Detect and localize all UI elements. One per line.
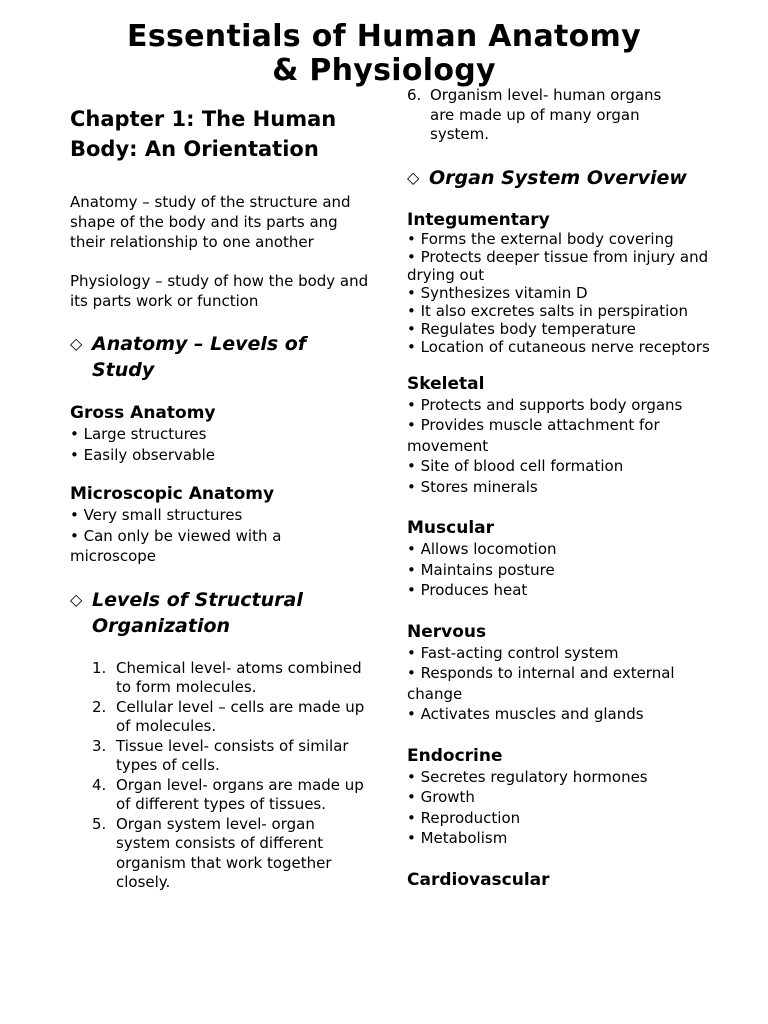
nervous-list — [407, 643, 727, 725]
nervous-heading: Nervous — [407, 621, 487, 642]
list-item: • Stores minerals — [407, 477, 538, 496]
list-item: • Very small structures — [70, 506, 243, 524]
muscular-heading: Muscular — [407, 518, 495, 538]
section-heading-text: Levels of Structural Organization — [92, 588, 303, 637]
list-item: • Can only be viewed with a microscope — [70, 526, 282, 565]
list-item — [70, 659, 370, 698]
list-item: • Forms the external body covering — [407, 229, 674, 248]
list-item — [70, 737, 370, 776]
list-number: 2. — [92, 697, 107, 716]
diamond-bullet-icon: ◇ — [70, 334, 83, 353]
left-column — [70, 104, 370, 893]
list-number: 1. — [92, 658, 107, 677]
list-item — [70, 698, 370, 737]
document-title-line-2: & Physiology — [272, 53, 496, 88]
structural-levels-list-continued — [407, 86, 727, 145]
list-item: • Growth — [407, 788, 475, 806]
list-item-text: Organism level- human organs are made up of many organ system. — [430, 86, 662, 143]
structural-levels-list — [70, 659, 370, 893]
gross-anatomy-heading: Gross Anatomy — [70, 403, 216, 423]
diamond-bullet-icon: ◇ — [70, 589, 83, 609]
list-item — [70, 776, 370, 815]
integumentary-list — [407, 230, 727, 356]
list-number: 6. — [407, 86, 422, 104]
anatomy-definition: Anatomy – study of the structure and shape of the body and its parts ang their relationship to one another — [70, 193, 351, 251]
section-heading-text: Organ System Overview — [429, 166, 687, 189]
list-item: • Regulates body temperature — [407, 319, 636, 338]
list-number: 3. — [92, 736, 107, 755]
section-heading-structural-organization — [70, 587, 370, 639]
list-item: • Large structures — [70, 425, 207, 443]
list-item-text: Organ system level- organ system consists of different organism that work together closely. — [116, 814, 332, 891]
right-column — [407, 86, 727, 891]
microscopic-anatomy-heading: Microscopic Anatomy — [70, 484, 275, 504]
list-item: • Reproduction — [407, 808, 521, 827]
list-item: • Protects and supports body organs — [407, 395, 683, 414]
list-item-text: Organ level- organs are made up of different types of tissues. — [116, 775, 364, 813]
list-item: • Responds to internal and external change — [407, 664, 675, 703]
diamond-bullet-icon: ◇ — [407, 167, 420, 187]
skeletal-heading: Skeletal — [407, 373, 485, 394]
document-title-line-1: Essentials of Human Anatomy — [127, 20, 641, 54]
list-item: • Provides muscle attachment for movement — [407, 416, 660, 455]
integumentary-heading: Integumentary — [407, 209, 550, 230]
list-item: • Produces heat — [407, 581, 528, 599]
list-item: • Synthesizes vitamin D — [407, 283, 588, 302]
endocrine-list — [407, 767, 727, 849]
microscopic-anatomy-list — [70, 505, 370, 567]
document-title — [0, 20, 768, 88]
cardiovascular-heading: Cardiovascular — [407, 869, 550, 890]
list-item — [384, 86, 727, 145]
list-item: • Allows locomotion — [407, 540, 557, 558]
list-item: • Secretes regulatory hormones — [407, 767, 648, 786]
list-item: • Maintains posture — [407, 560, 555, 579]
section-heading-levels-of-study — [70, 331, 370, 383]
physiology-definition: Physiology – study of how the body and its parts work or function — [70, 272, 369, 310]
list-item-text: Cellular level – cells are made up of molecules. — [116, 697, 365, 735]
endocrine-heading: Endocrine — [407, 745, 503, 766]
chapter-title: Chapter 1: The Human Body: An Orientation — [70, 107, 337, 161]
list-item-text: Chemical level- atoms combined to form molecules. — [116, 658, 362, 696]
list-item: • Easily observable — [70, 445, 215, 464]
list-number: 4. — [92, 775, 107, 794]
gross-anatomy-list — [70, 424, 370, 465]
section-heading-organ-system-overview — [407, 165, 727, 191]
skeletal-list — [407, 395, 727, 498]
muscular-list — [407, 539, 727, 601]
list-item-text: Tissue level- consists of similar types of cells. — [116, 736, 349, 774]
list-item: • Activates muscles and glands — [407, 705, 644, 723]
list-item: • Location of cutaneous nerve receptors — [407, 337, 710, 356]
section-heading-text: Anatomy – Levels of Study — [92, 333, 307, 381]
list-number: 5. — [92, 814, 107, 833]
list-item: • Site of blood cell formation — [407, 457, 624, 475]
list-item — [70, 815, 370, 893]
list-item: • Metabolism — [407, 829, 508, 847]
list-item: • Protects deeper tissue from injury and drying out — [407, 247, 709, 284]
list-item: • Fast-acting control system — [407, 643, 619, 662]
list-item: • It also excretes salts in perspiration — [407, 301, 688, 320]
